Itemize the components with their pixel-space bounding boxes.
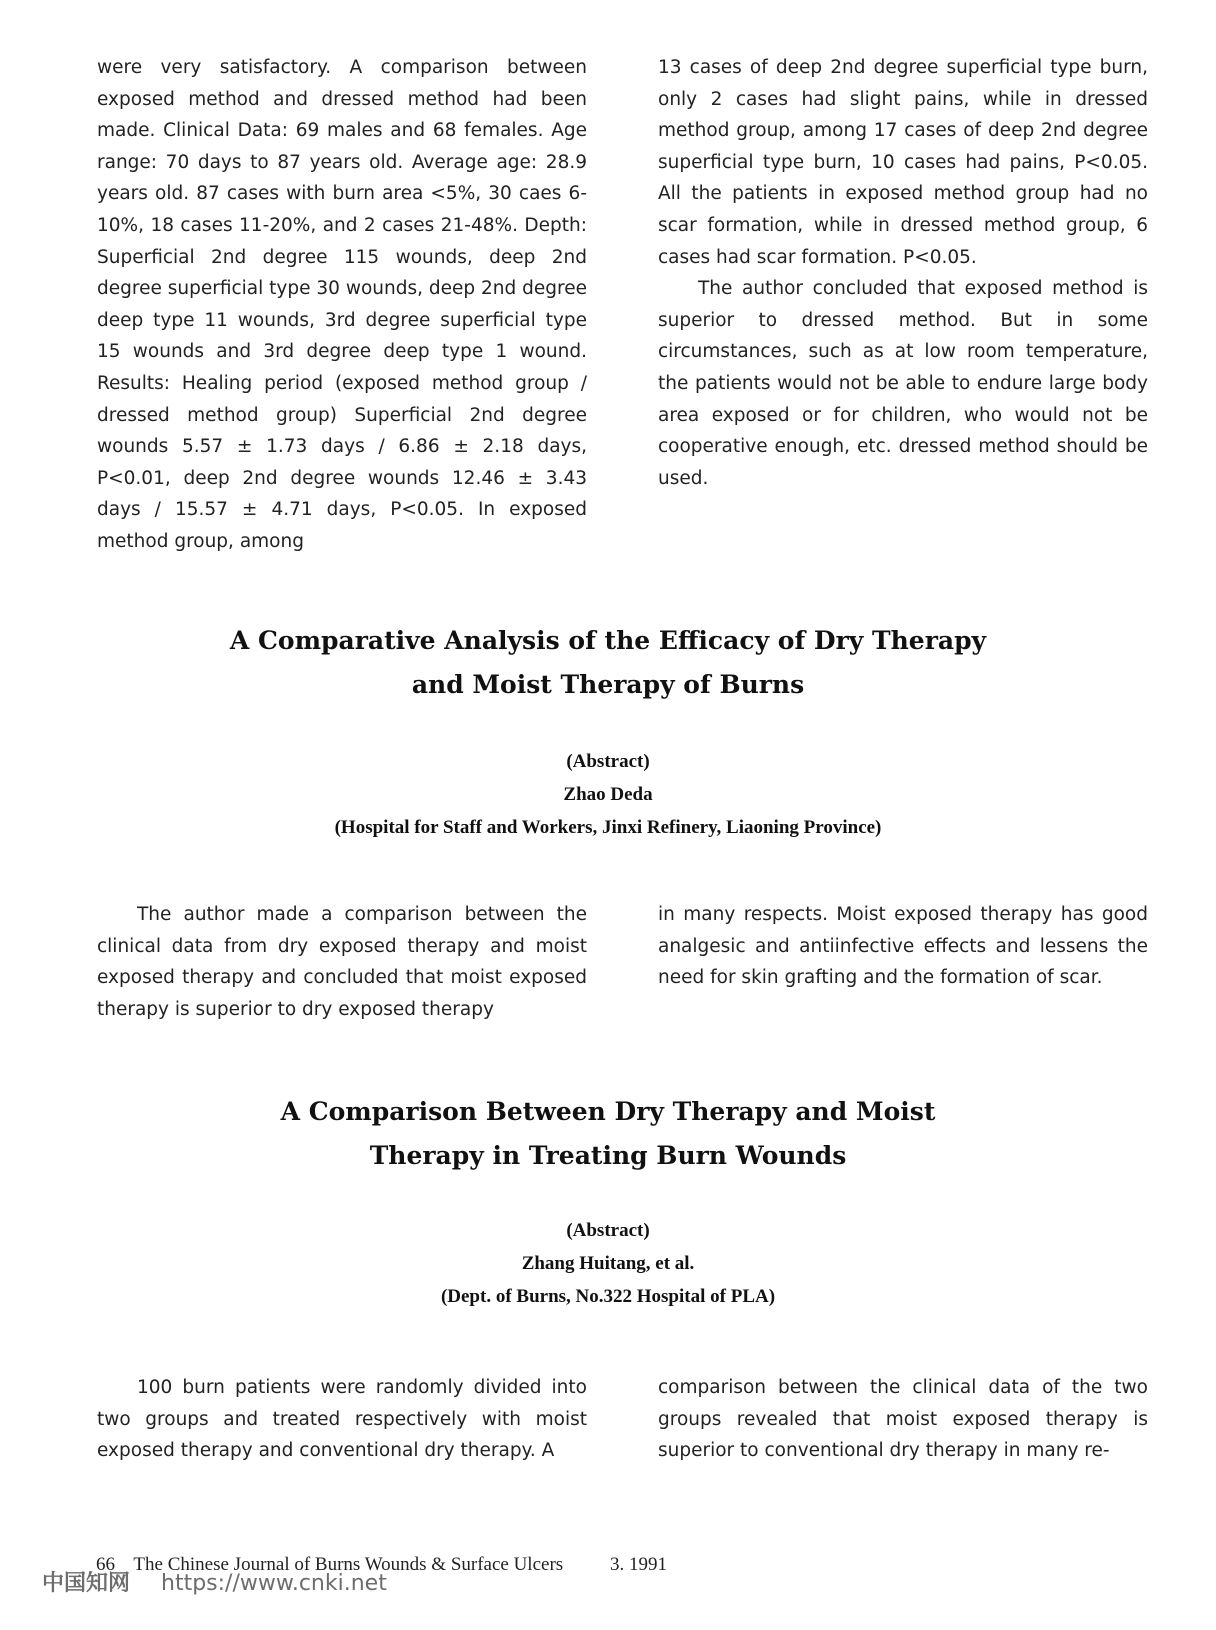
article1-title-line2: and Moist Therapy of Burns	[411, 670, 805, 699]
watermark-site-name: 中国知网	[42, 1571, 131, 1596]
article1-title	[0, 619, 1216, 707]
issue-info: 3. 1991	[609, 1554, 667, 1575]
body-paragraph: were very satisfactory. A comparison between exposed method and dressed method had been made. Clinical Data: 69 males and 68 females. Age range: 70 days to 87 years old. Average age: 28.9 years old. 87 cases with burn area <5%, 30 caes 6-10%, 18 cases 11-20%, and 2 cases 21-48%. Depth: Superficial 2nd degree 115 wounds, deep 2nd degree superficial type 30 wounds, deep 2nd degree deep type 11 wounds, 3rd degree superficial type 15 wounds and 3rd degree deep type 1 wound. Results: Healing period (exposed method group / dressed method group) Superficial 2nd degree wounds 5.57 ± 1.73 days / 6.86 ± 2.18 days, P<0.01, deep 2nd degree wounds 12.46 ± 3.43 days / 15.57 ± 4.71 days, P<0.05. In exposed method group, among	[97, 57, 587, 552]
prev-article-left-column	[97, 52, 587, 558]
cnki-watermark	[42, 1566, 387, 1597]
article1-abstract-label: (Abstract)	[566, 751, 650, 772]
article2-affiliation: (Dept. of Burns, No.322 Hospital of PLA)	[440, 1286, 776, 1307]
article2-title-line2: Therapy in Treating Burn Wounds	[369, 1141, 847, 1170]
page-number: 66	[96, 1554, 115, 1575]
body-paragraph: The author concluded that exposed method is superior to dressed method. But in some circumstances, such as at low room temperature, the patients would not be able to endure large body area exposed or for children, who would not be cooperative enough, etc. dressed method should be used.	[658, 278, 1148, 489]
body-paragraph: comparison between the clinical data of the two groups revealed that moist exposed therapy is superior to conventional dry therapy in many re-	[658, 1377, 1148, 1462]
article2-right-column	[658, 1372, 1148, 1467]
body-paragraph: in many respects. Moist exposed therapy has good analgesic and antiinfective effects and lessens the need for skin grafting and the formation of scar.	[658, 904, 1148, 989]
body-paragraph: The author made a comparison between the clinical data from dry exposed therapy and moist exposed therapy and concluded that moist exposed therapy is superior to dry exposed therapy	[97, 904, 587, 1020]
article2-title	[0, 1090, 1216, 1178]
article2-abstract-label: (Abstract)	[566, 1220, 650, 1241]
article2-author: Zhang Huitang, et al.	[521, 1253, 695, 1274]
body-paragraph: 100 burn patients were randomly divided into two groups and treated respectively with moist exposed therapy and conventional dry therapy. A	[97, 1377, 587, 1462]
article2-left-column	[97, 1372, 587, 1467]
article1-byline	[0, 745, 1216, 844]
article1-title-line1: A Comparative Analysis of the Efficacy of Dry Therapy	[229, 626, 987, 655]
journal-name: The Chinese Journal of Burns Wounds & Surface Ulcers	[133, 1554, 564, 1575]
article1-author: Zhao Deda	[563, 784, 653, 805]
watermark-url: https://www.cnki.net	[161, 1571, 387, 1596]
article1-affiliation: (Hospital for Staff and Workers, Jinxi Refinery, Liaoning Province)	[334, 817, 882, 838]
prev-article-right-column	[658, 52, 1148, 494]
article2-byline	[0, 1214, 1216, 1313]
body-paragraph: 13 cases of deep 2nd degree superficial type burn, only 2 cases had slight pains, while in dressed method group, among 17 cases of deep 2nd degree superficial type burn, 10 cases had pains, P<0.05. All the patients in exposed method group had no scar formation, while in dressed method group, 6 cases had scar formation. P<0.05.	[658, 57, 1148, 268]
article1-right-column	[658, 899, 1148, 994]
article1-left-column	[97, 899, 587, 1025]
article2-title-line1: A Comparison Between Dry Therapy and Moist	[280, 1097, 936, 1126]
